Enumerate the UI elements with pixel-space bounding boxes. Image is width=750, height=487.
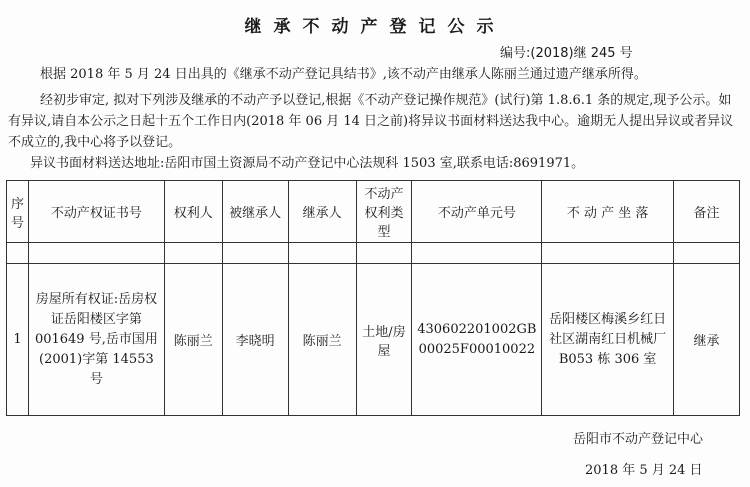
paragraph-review-text: 经初步审定, 拟对下列涉及继承的不动产予以登记,根据《不动产登记操作规范》(试行)第 1.8.6.1 条的规定,现予公示。如有异议,请自本公示之日起十五个工作日内(2018 年 06 月 14 日之前)将异议书面材料送达我中心。逾期无人提出异议或者异议不成立的,我中心将予以登记。 (8, 93, 734, 150)
header-location: 不 动 产 坐 落 (542, 181, 674, 243)
issue-date: 2018 年 5 月 24 日 (585, 463, 703, 478)
table-header-row (7, 181, 740, 243)
cell-right-type: 土地/房屋 (356, 264, 412, 416)
cell-cert-no: 房屋所有权证:岳房权证岳阳楼区字第 001649 号,岳市国用(2001)字第 14553 号 (28, 264, 164, 416)
cell-right-holder: 陈丽兰 (164, 264, 222, 416)
cell-remark: 继承 (674, 264, 740, 416)
header-right-holder: 权利人 (164, 181, 222, 243)
header-heir: 继承人 (288, 181, 356, 243)
table-blank-row (7, 243, 740, 264)
paragraph-basis-text: 根据 2018 年 5 月 24 日出具的《继承不动产登记具结书》,该不动产由继承人陈丽兰通过遗产继承所得。 (40, 67, 647, 82)
cell-seq: 1 (7, 264, 29, 416)
issuing-organization: 岳阳市不动产登记中心 (573, 432, 704, 447)
cell-heir: 陈丽兰 (288, 264, 356, 416)
header-seq: 序号 (7, 181, 29, 243)
paragraph-address (8, 153, 738, 174)
paragraph-basis (8, 64, 738, 85)
header-right-type: 不动产权利类型 (356, 181, 412, 243)
table-row (7, 264, 740, 416)
header-deceased: 被继承人 (222, 181, 288, 243)
cell-location: 岳阳楼区梅溪乡红日社区湖南红日机械厂 B053 栋 306 室 (542, 264, 674, 416)
document-number: 编号:(2018)继 245 号 (500, 46, 633, 61)
cell-deceased: 李晓明 (222, 264, 288, 416)
document-title: 继承不动产登记公示 (244, 17, 506, 37)
paragraph-address-text: 异议书面材料送达地址:岳阳市国土资源局不动产登记中心法规科 1503 室,联系电话:8691971。 (30, 156, 585, 171)
registration-table (6, 180, 740, 416)
header-unit-no: 不动产单元号 (412, 181, 542, 243)
paragraph-review (8, 90, 738, 153)
header-remark: 备注 (674, 181, 740, 243)
header-cert-no: 不动产权证书号 (28, 181, 164, 243)
cell-unit-no: 430602201002GB00025F00010022 (412, 264, 542, 416)
